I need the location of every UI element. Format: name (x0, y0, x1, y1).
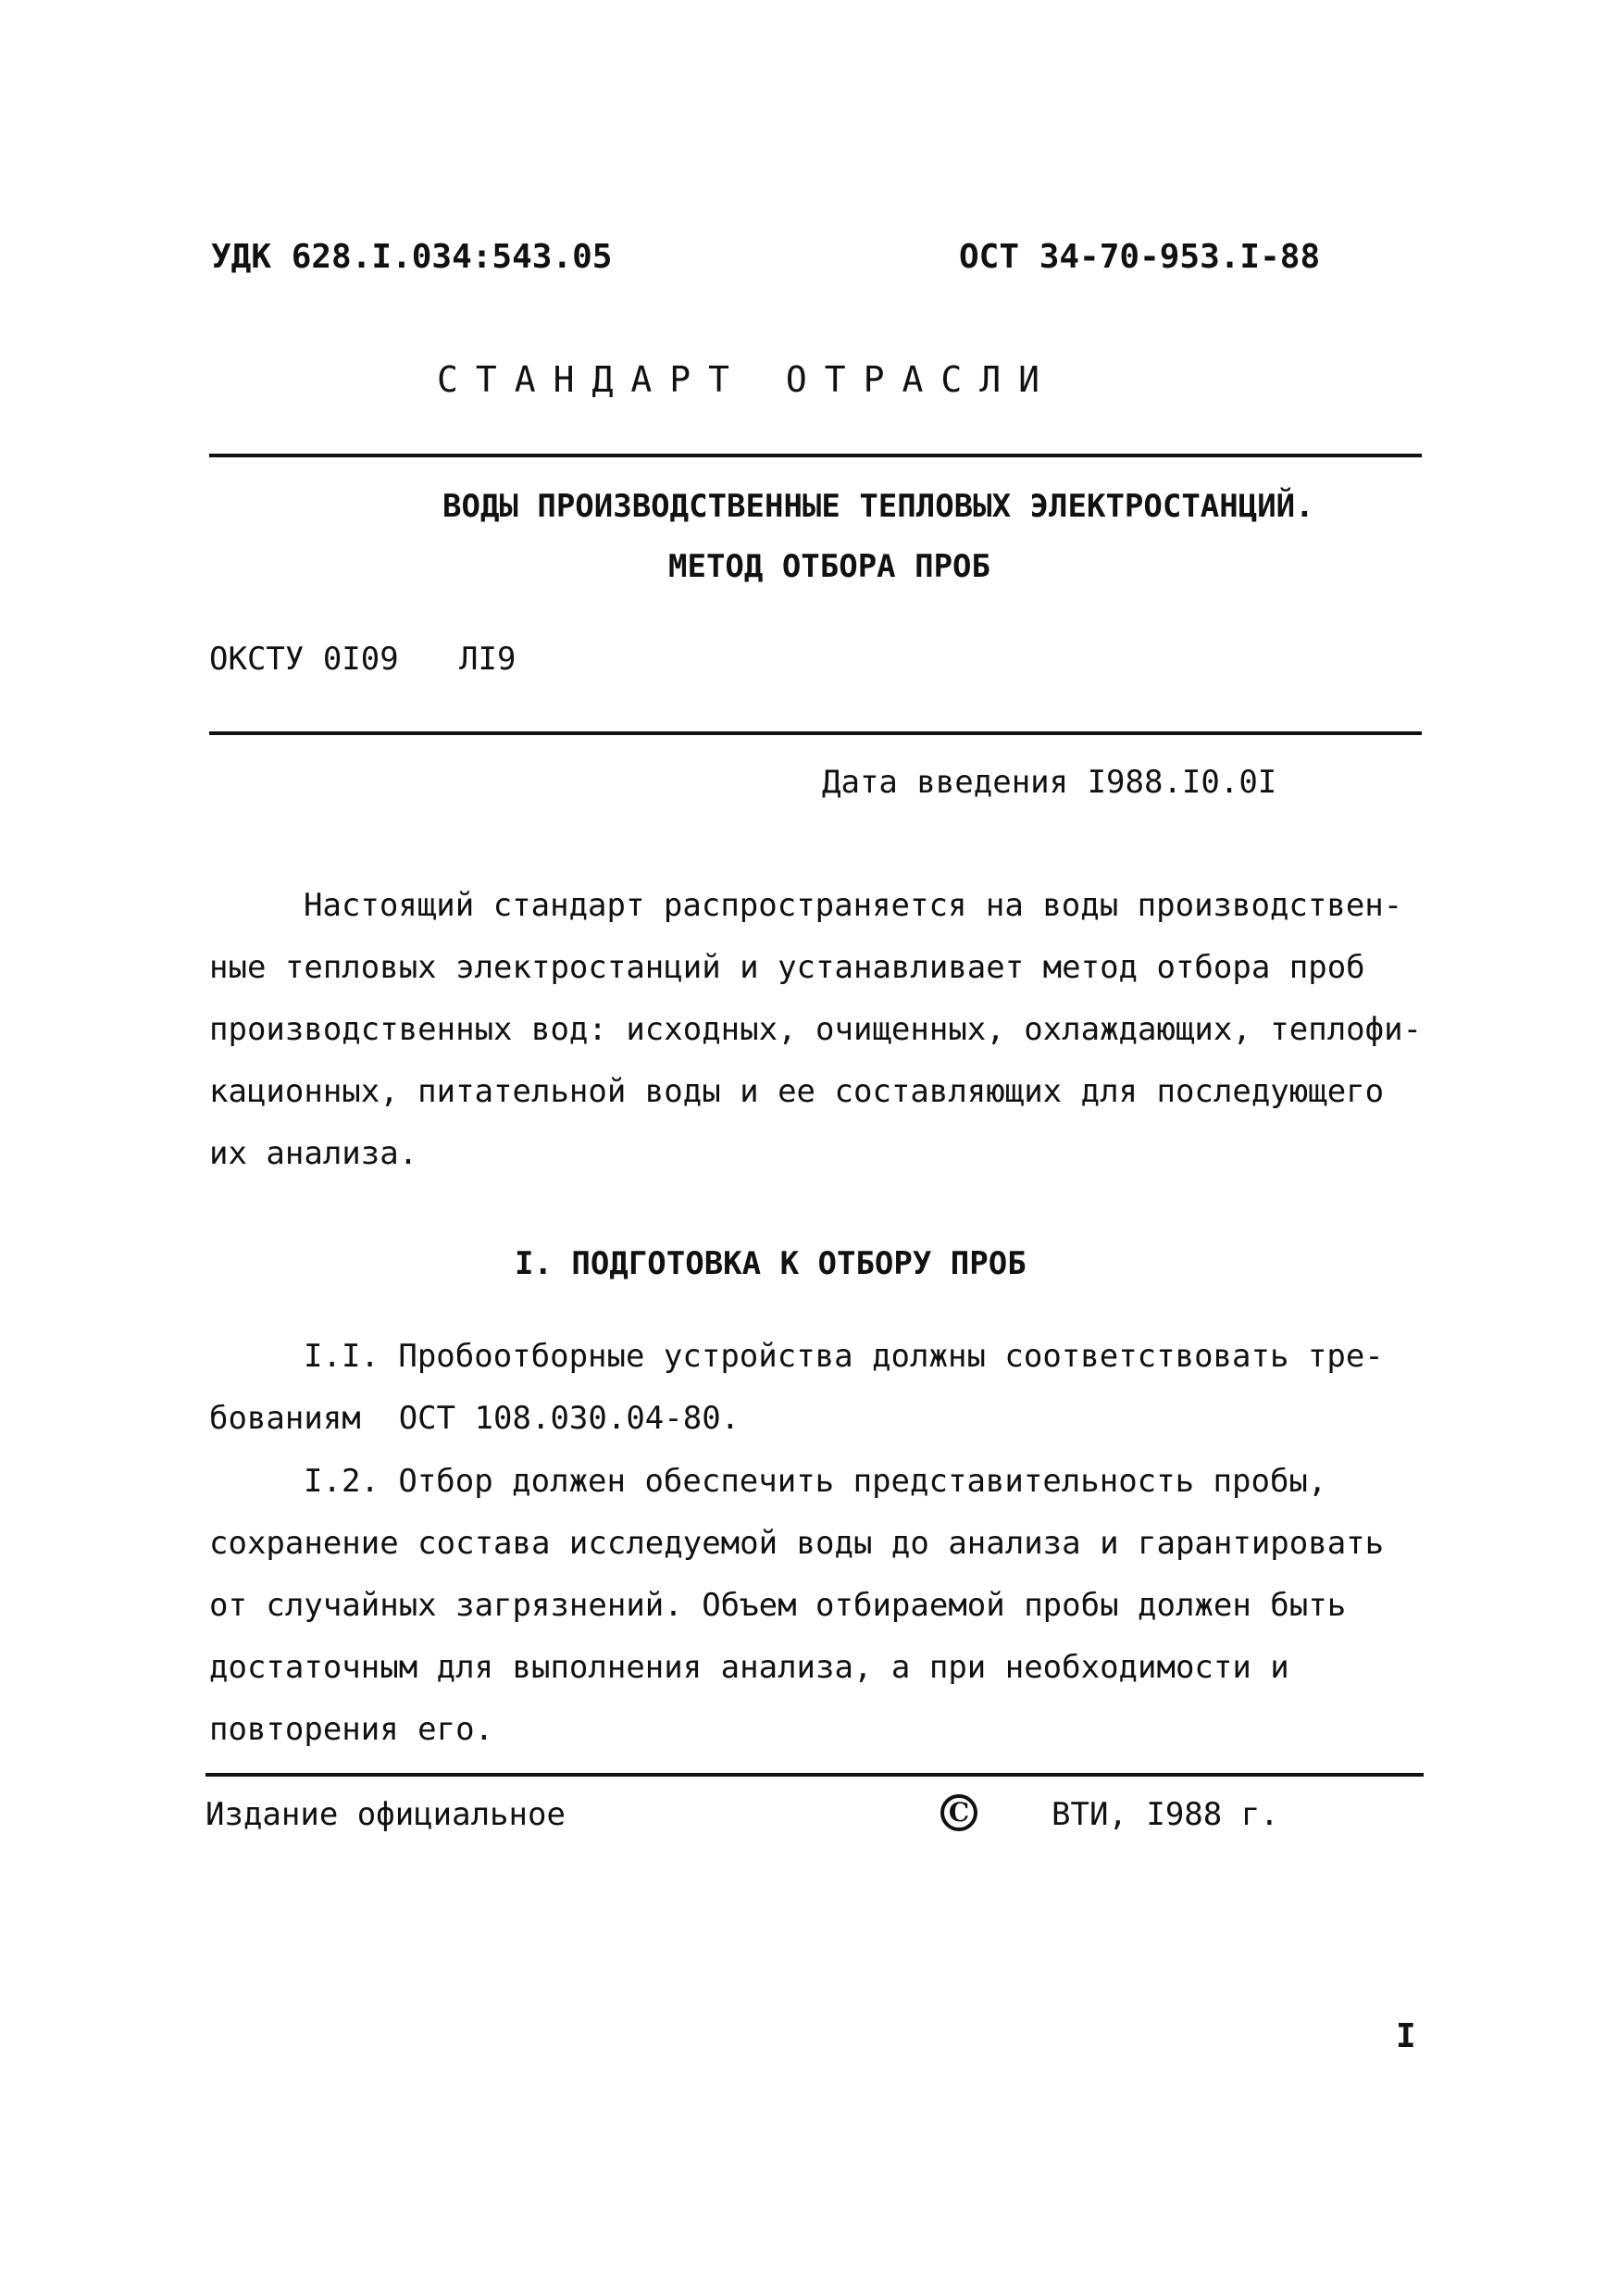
standard-name-line-1: ВОДЫ ПРОИЗВОДСТВЕННЫЕ ТЕПЛОВЫХ ЭЛЕКТРОСТАНЦИЙ. (442, 488, 1314, 525)
clause-1-1-line: бованиям ОСТ 108.030.04-80. (209, 1400, 741, 1437)
top-rule (209, 454, 1422, 457)
udk-code: УДК 628.I.034:543.05 (211, 238, 613, 276)
clause-1-2-line: от случайных загрязнений. Объем отбираемой пробы должен быть (209, 1587, 1347, 1624)
publisher-year: ВТИ, I988 г. (1052, 1796, 1279, 1833)
scope-line: их анализа. (209, 1135, 418, 1172)
scope-line: ные тепловых электростанций и устанавливает метод отбора проб (209, 949, 1365, 986)
edition-label: Издание официальное (205, 1796, 566, 1833)
middle-rule (209, 731, 1422, 735)
scope-line: кационных, питательной воды и ее составляющих для последующего (209, 1073, 1385, 1110)
clause-1-2-line: сохранение состава исследуемой воды до анализа и гарантировать (209, 1525, 1385, 1562)
standard-code: ОСТ 34-70-953.I-88 (959, 238, 1321, 276)
okstu-code: ОКСТУ 0I09 (209, 641, 399, 678)
clause-1-2-line: достаточным для выполнения анализа, а при необходимости и (209, 1649, 1289, 1686)
standard-name-line-2: МЕТОД ОТБОРА ПРОБ (668, 548, 990, 585)
section-1-heading: I. ПОДГОТОВКА К ОТБОРУ ПРОБ (515, 1245, 1027, 1282)
introduction-date: Дата введения I988.I0.0I (822, 764, 1277, 801)
document-type-title: СТАНДАРТ ОТРАСЛИ (437, 359, 1058, 400)
clause-1-2-line: повторения его. (209, 1711, 494, 1748)
group-code: ЛI9 (459, 641, 517, 678)
copyright-icon: C (940, 1794, 977, 1831)
footer-rule (205, 1773, 1424, 1777)
scope-line: производственных вод: исходных, очищенных, охлаждающих, теплофи- (209, 1011, 1423, 1048)
scope-line: Настоящий стандарт распространяется на воды производствен- (304, 887, 1403, 924)
page-number: I (1396, 2017, 1416, 2055)
clause-1-2-line: I.2. Отбор должен обеспечить представительность пробы, (304, 1463, 1327, 1500)
clause-1-1-line: I.I. Пробоотборные устройства должны соответствовать тре- (304, 1338, 1384, 1375)
